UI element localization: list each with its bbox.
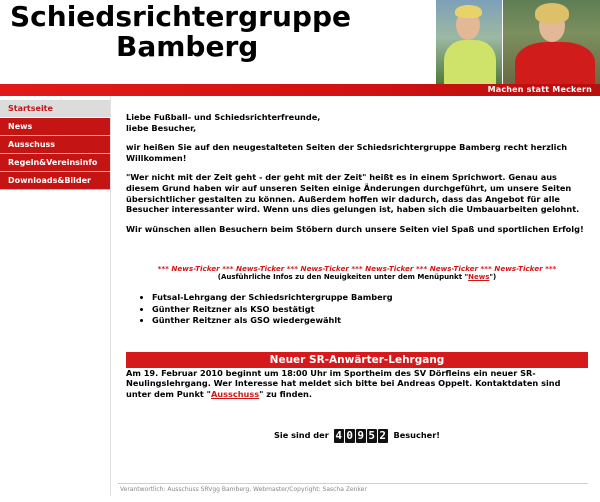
referee-photo-right [503, 0, 600, 84]
greeting [126, 112, 588, 133]
greeting-line2: liebe Besucher, [126, 122, 197, 133]
nav-item-downloads-bilder[interactable]: Downloads&Bilder [0, 172, 110, 190]
ausschuss-link[interactable]: Ausschuss [210, 388, 260, 399]
site-title-line1: Schiedsrichtergruppe [10, 0, 351, 33]
list-item: • Günther Reitzner als GSO wiedergewählt [152, 315, 588, 325]
counter-digit: 4 [335, 428, 342, 442]
ticker-sub-before: (Ausführliche Infos zu den Neuigkeiten unter dem Menüpunkt " [217, 273, 469, 282]
list-item: • Günther Reitzner als KSO bestätigt [152, 304, 588, 314]
site-header [0, 0, 600, 84]
sidebar-nav [0, 100, 110, 190]
counter-digit: 9 [357, 428, 364, 442]
counter-label-after: Besucher! [393, 430, 440, 441]
counter-digit: 2 [379, 428, 386, 442]
footer-divider [118, 483, 588, 484]
nav-item-ausschuss[interactable]: Ausschuss [0, 136, 110, 154]
main-content [126, 112, 588, 444]
referee-photo-left [436, 0, 502, 84]
lehrgang-text-before: Am 19. Februar 2010 beginnt um 18:00 Uhr im Sportheim des SV Dörfleins ein neuer SR-Neulingslehrgang. Wer Interesse hat meldet sich bitte bei Andreas Oppelt. Kontaktdaten sind unter dem Punkt " [126, 367, 561, 399]
counter-digit: 5 [368, 428, 375, 442]
lehrgang-banner: Neuer SR-Anwärter-Lehrgang [126, 352, 588, 368]
site-title [10, 2, 430, 62]
greeting-line1: Liebe Fußball- und Schiedsrichterfreunde, [126, 112, 321, 122]
sidebar-divider [110, 96, 111, 496]
news-ticker-headline: *** News-Ticker *** News-Ticker *** News-Ticker *** News-Ticker *** News-Ticker *** News-Ticker *** [157, 264, 557, 274]
nav-item-news[interactable]: News [0, 118, 110, 136]
list-item: • Futsal-Lehrgang der Schiedsrichtergruppe Bamberg [152, 292, 588, 302]
lehrgang-text [126, 368, 588, 400]
nav-item-startseite[interactable]: Startseite [0, 100, 110, 118]
visitor-counter-row [126, 427, 588, 444]
lehrgang-text-after: " zu finden. [259, 388, 312, 399]
news-ticker-subline [126, 273, 588, 282]
counter-digit: 0 [346, 428, 353, 442]
welcome-text: wir heißen Sie auf den neugestalteten Seiten der Schiedsrichtergruppe Bamberg recht herzlich Willkommen! [126, 142, 568, 163]
footer-text: Verantwortlich: Ausschuss SRVgg Bamberg, Webmaster/Copyright: Sascha Zenker [120, 486, 367, 493]
news-list [152, 292, 588, 325]
wish-text: Wir wünschen allen Besuchern beim Stöbern durch unsere Seiten viel Spaß und sportlichen Erfolg! [126, 223, 584, 234]
motto-text: "Wer nicht mit der Zeit geht - der geht mit der Zeit" heißt es in einem Sprichwort. Genau aus diesem Grund haben wir auf unseren Seiten einige Änderungen durchgeführt, um unsere Seiten übersichtlicher gestalten zu können. Außerdem hoffen wir dadurch, dass das Angebot für alle Besucher interessanter wird. Wenn uns dies gelungen ist, haben sich die Umbauarbeiten gelohnt. [126, 172, 580, 215]
nav-item-regeln-vereinsinfo[interactable]: Regeln&Vereinsinfo [0, 154, 110, 172]
ticker-sub-after: ") [489, 273, 497, 282]
slogan: Machen statt Meckern [487, 85, 592, 94]
visitor-counter [334, 428, 389, 444]
news-link[interactable]: News [468, 273, 490, 282]
site-title-line2: Bamberg [116, 30, 259, 63]
counter-label-before: Sie sind der [273, 430, 329, 441]
